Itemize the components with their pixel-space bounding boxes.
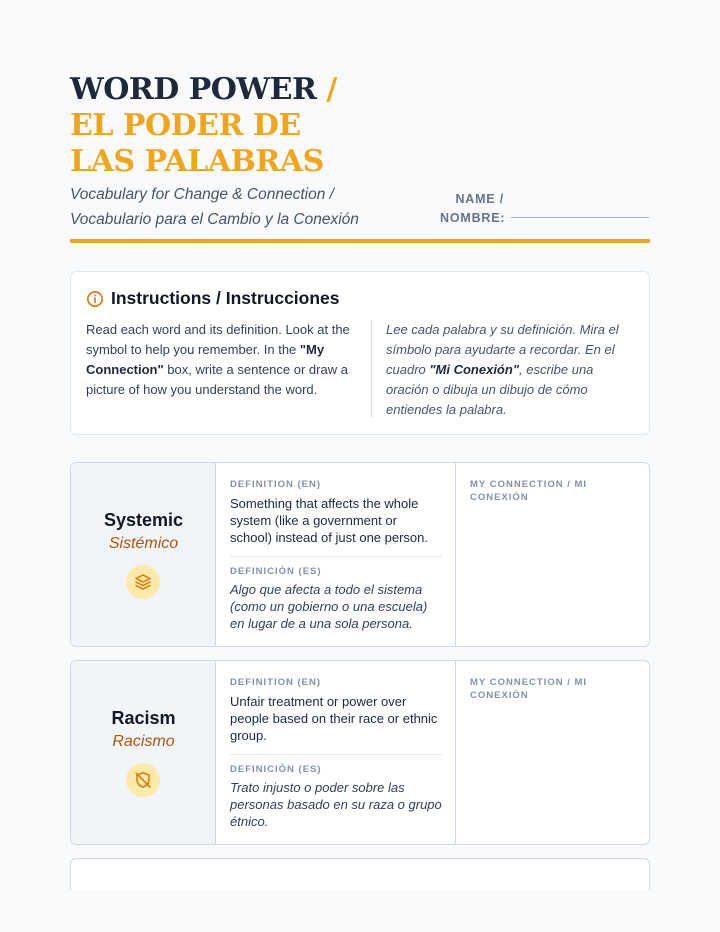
title-english: WORD POWER <box>70 72 317 107</box>
instructions-column-divider <box>371 320 372 418</box>
definition-es-label: DEFINICIÓN (ES) <box>230 764 322 775</box>
definition-panel <box>216 661 456 844</box>
word-panel <box>71 661 216 844</box>
instructions-es-text: Lee cada palabra y su definición. Mira el símbolo para ayudarte a recordar. En el cuadro <box>386 322 619 377</box>
instructions-es-emphasis: "Mi Conexión" <box>429 362 519 377</box>
page-subtitle: Vocabulary for Change & Connection / Vocabulario para el Cambio y la Conexión <box>70 186 359 228</box>
name-label: NAME / NOMBRE: <box>440 192 506 225</box>
shield-off-icon <box>126 763 160 797</box>
definition-en-label: DEFINITION (EN) <box>230 677 321 688</box>
layers-icon <box>126 565 160 599</box>
instructions-box <box>70 271 650 435</box>
word-english: Systemic <box>103 510 184 530</box>
word-spanish: Racismo <box>112 733 175 750</box>
word-english: Racism <box>111 708 176 728</box>
vocab-card-systemic <box>70 462 650 647</box>
title-spanish: EL PODER DE LAS PALABRAS <box>70 108 324 179</box>
definition-es-text: Trato injusto o poder sobre las personas basado en su raza o grupo étnico. <box>230 780 442 829</box>
word-spanish: Sistémico <box>108 535 179 552</box>
definition-en-text: Something that affects the whole system (like a government or school) instead of just one person. <box>230 496 429 545</box>
instructions-heading <box>86 288 340 309</box>
connection-box[interactable] <box>456 463 650 646</box>
info-icon <box>86 290 104 308</box>
word-panel <box>71 463 216 646</box>
instructions-spanish <box>386 320 636 420</box>
header <box>70 72 650 232</box>
connection-label: MY CONNECTION / MI CONEXIÓN <box>470 479 588 503</box>
instructions-es-text-end: , escribe una oración o dibuja un dibujo de cómo entiendes la palabra. <box>386 362 594 417</box>
page-bottom-margin <box>0 890 720 932</box>
page-title <box>70 72 370 180</box>
connection-box[interactable] <box>456 661 650 844</box>
header-divider <box>70 239 650 243</box>
connection-label: MY CONNECTION / MI CONEXIÓN <box>470 677 588 701</box>
definition-divider <box>230 754 442 755</box>
definition-divider <box>230 556 442 557</box>
instructions-en-text: Read each word and its definition. Look at the symbol to help you remember. In the <box>86 322 350 357</box>
instructions-en-text-end: box, write a sentence or draw a picture of how you understand the word. <box>86 362 348 397</box>
name-input-line[interactable] <box>511 217 649 218</box>
instructions-english <box>86 320 351 400</box>
definition-en-text: Unfair treatment or power over people based on their race or ethnic group. <box>230 694 438 743</box>
title-separator: / <box>316 72 337 107</box>
definition-panel <box>216 463 456 646</box>
definition-es-label: DEFINICIÓN (ES) <box>230 566 322 577</box>
instructions-en-emphasis: "My Connection" <box>86 342 325 377</box>
instructions-title: Instructions / Instrucciones <box>111 288 340 308</box>
definition-es-text: Algo que afecta a todo el sistema (como un gobierno o una escuela) en lugar de a una sola persona. <box>230 582 428 631</box>
definition-en-label: DEFINITION (EN) <box>230 479 321 490</box>
vocab-card-racism <box>70 660 650 845</box>
